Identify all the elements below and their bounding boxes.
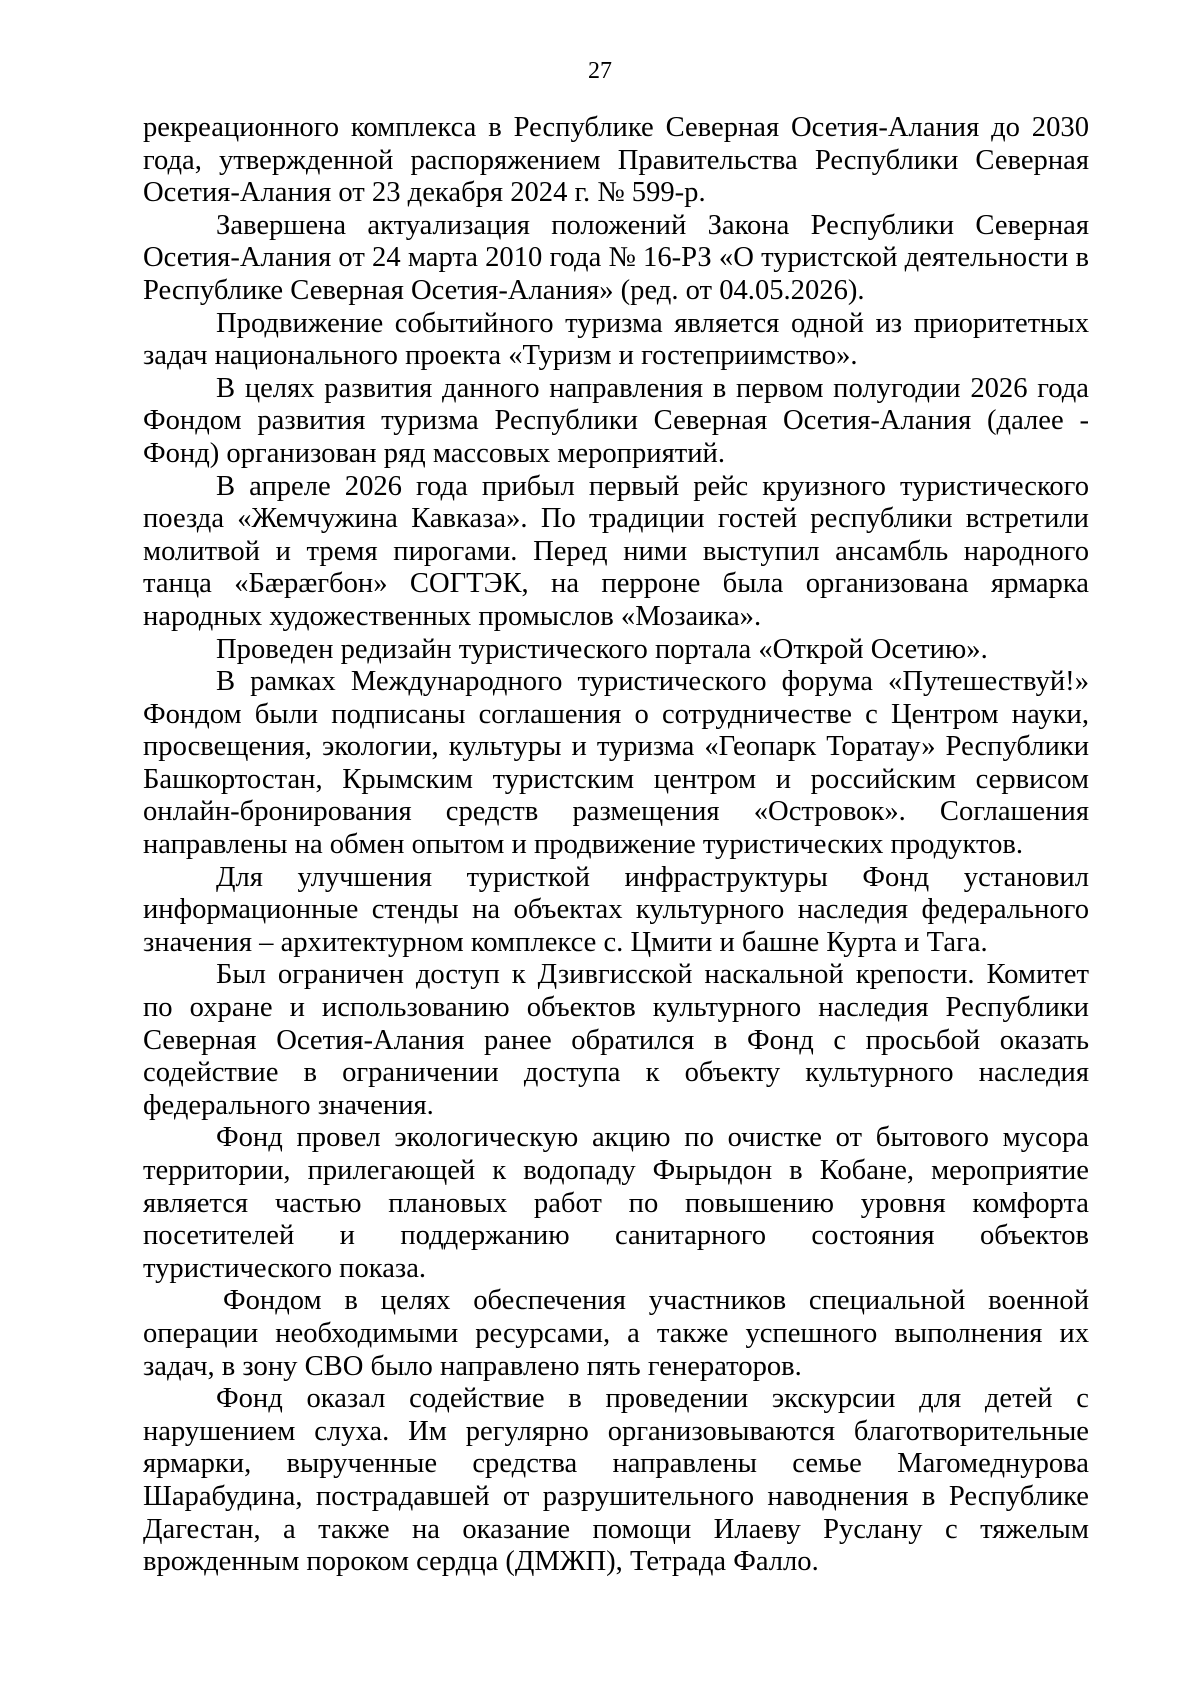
page-number: 27 — [588, 58, 612, 84]
paragraph-law-update: Завершена актуализация положений Закона Республики Северная Осетия-Алания от 24 марта 2010 года № 16-РЗ «О туристской деятельности в Республике Северная Осетия-Алания» (ред. от 04.05.2026). — [143, 209, 1089, 306]
body-text — [143, 112, 1089, 1579]
paragraph-generators: Фондом в целях обеспечения участников специальной военной операции необходимыми ресурсами, а также успешного выполнения их задач, в зону СВО было направлено пять генераторов. — [143, 1285, 1089, 1382]
paragraph-continuation: рекреационного комплекса в Республике Северная Осетия-Алания до 2030 года, утвержденной распоряжением Правительства Республики Северная Осетия-Алания от 23 декабря 2024 г. № 599-р. — [143, 112, 1089, 209]
paragraph-portal-redesign: Проведен редизайн туристического портала «Открой Осетию». — [216, 633, 988, 665]
paragraph-cruise-train: В апреле 2026 года прибыл первый рейс круизного туристического поезда «Жемчужина Кавказа». По традиции гостей республики встретили молитвой и тремя пирогами. Перед ними выступил ансамбль народного танца «Бæрæгбон» СОГТЭК, на перроне была организована ярмарка народных художественных промыслов «Мозаика». — [143, 470, 1089, 632]
paragraph-fortress-access: Был ограничен доступ к Дзивгисской наскальной крепости. Комитет по охране и использованию объектов культурного наследия Республики Северная Осетия-Алания ранее обратился в Фонд с просьбой оказать содействие в ограничении доступа к объекту культурного наследия федерального значения. — [143, 959, 1089, 1121]
paragraph-event-tourism: Продвижение событийного туризма является одной из приоритетных задач национального проекта «Туризм и гостеприимство». — [143, 307, 1089, 372]
paragraph-fund-events: В целях развития данного направления в первом полугодии 2026 года Фондом развития туризма Республики Северная Осетия-Алания (далее - Фонд) организован ряд массовых мероприятий. — [143, 372, 1089, 469]
paragraph-charity: Фонд оказал содействие в проведении экскурсии для детей с нарушением слуха. Им регулярно организовываются благотворительные ярмарки, вырученные средства направлены семье Магомеднурова Шарабудина, пострадавшей от разрушительного наводнения в Республике Дагестан, а также на оказание помощи Илаеву Руслану с тяжелым врожденным пороком сердца (ДМЖП), Тетрада Фалло. — [143, 1383, 1089, 1578]
paragraph-info-stands: Для улучшения туристкой инфраструктуры Фонд установил информационные стенды на объектах культурного наследия федерального значения – архитектурном комплексе с. Цмити и башне Курта и Тага. — [143, 861, 1089, 958]
paragraph-ecological-action: Фонд провел экологическую акцию по очистке от бытового мусора территории, прилегающей к водопаду Фырыдон в Кобане, мероприятие является частью плановых работ по повышению уровня комфорта посетителей и поддержанию санитарного состояния объектов туристического показа. — [143, 1122, 1089, 1284]
paragraph-forum-agreements: В рамках Международного туристического форума «Путешествуй!» Фондом были подписаны соглашения о сотрудничестве с Центром науки, просвещения, экологии, культуры и туризма «Геопарк Торатау» Республики Башкортостан, Крымским туристским центром и российским сервисом онлайн-бронирования средств размещения «Островок». Соглашения направлены на обмен опытом и продвижение туристических продуктов. — [143, 666, 1089, 861]
